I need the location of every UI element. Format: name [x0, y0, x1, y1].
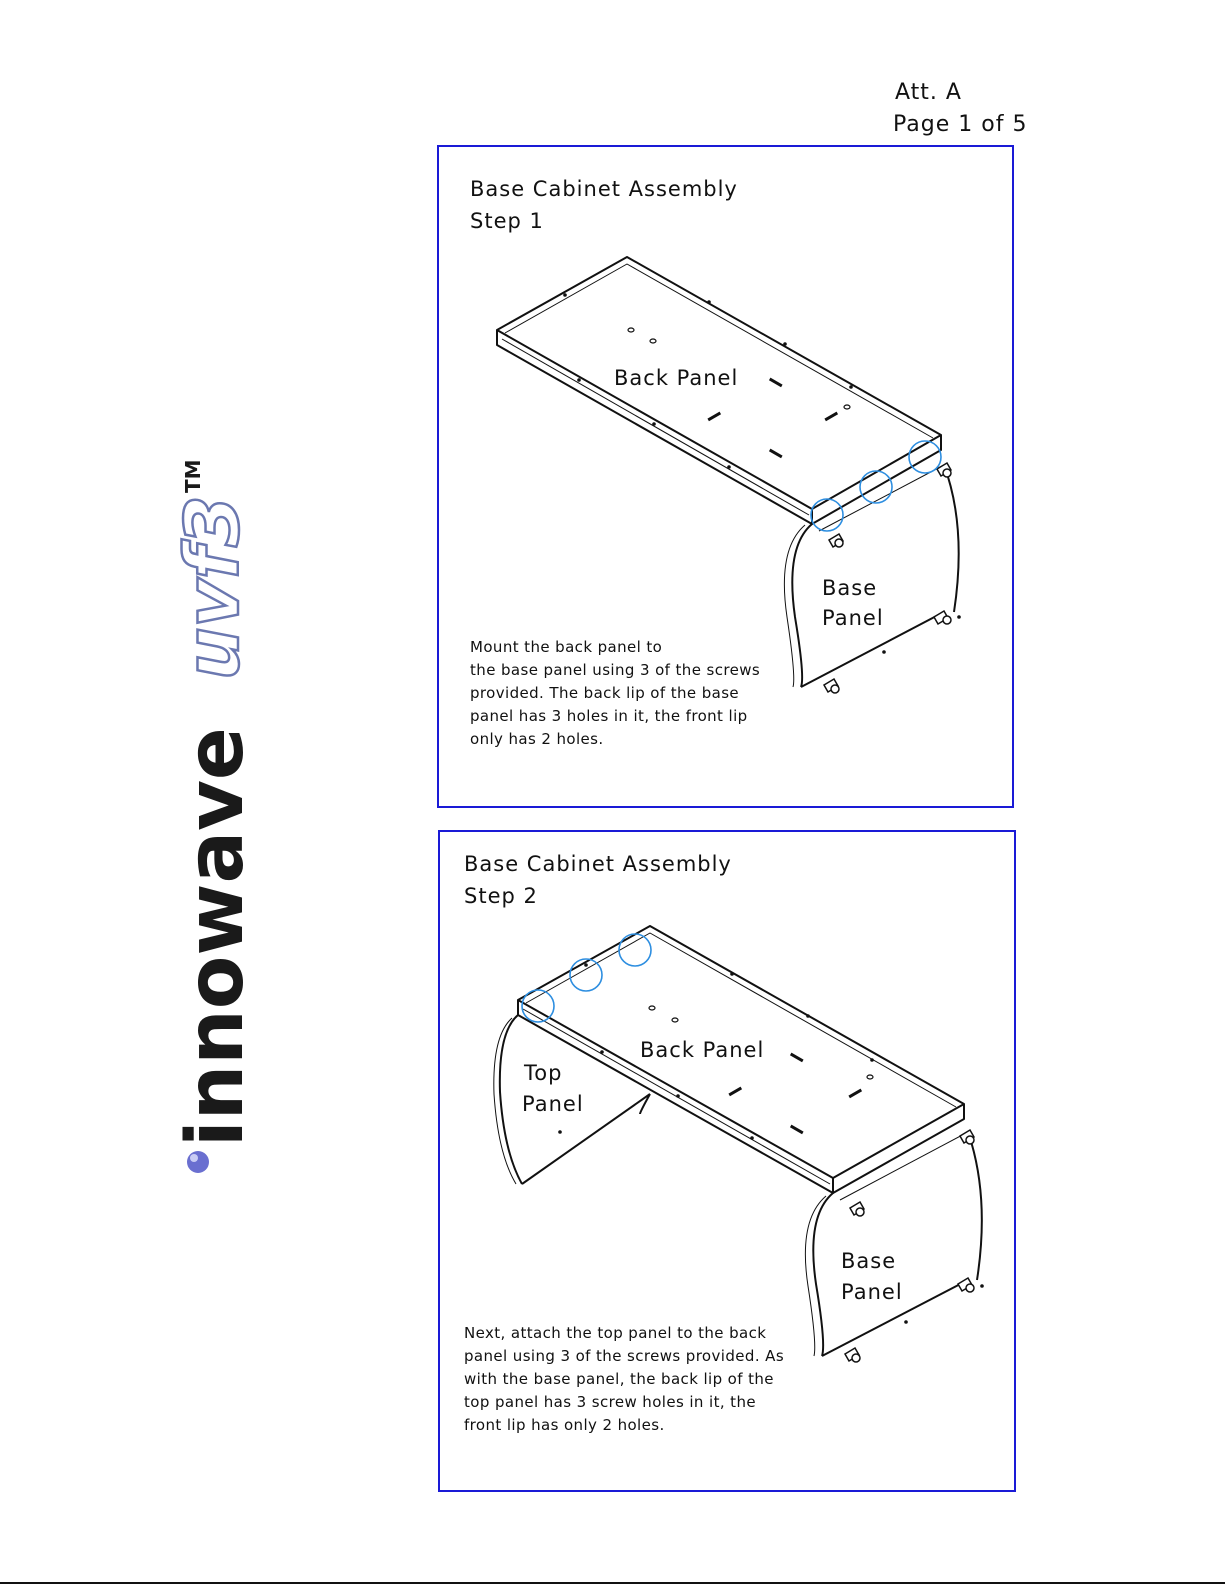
- step-2-label-base: Base: [841, 1249, 897, 1273]
- step-1-label-base: Base: [822, 576, 878, 600]
- bottom-rule: [0, 1582, 1225, 1584]
- step-1-subtitle: Step 1: [470, 209, 544, 233]
- step-1-panel: [437, 145, 1014, 808]
- caption-line: Next, attach the top panel to the back: [464, 1324, 767, 1342]
- step-2-label-back-panel: Back Panel: [640, 1035, 764, 1065]
- step-2-label-top: Top: [524, 1061, 563, 1085]
- step-2-label-top-panel: Panel: [522, 1092, 584, 1116]
- step-1-label-panel: Panel: [822, 606, 884, 630]
- caption-line: with the base panel, the back lip of the: [464, 1370, 774, 1388]
- step-2-subtitle: Step 2: [464, 884, 538, 908]
- step-2-title: Base Cabinet Assembly: [464, 852, 732, 876]
- step-1-title: Base Cabinet Assembly: [470, 177, 738, 201]
- page-number: Page 1 of 5: [893, 112, 1028, 137]
- highlight-hole-3-icon: [909, 441, 941, 473]
- caption-line: Mount the back panel to: [470, 638, 663, 656]
- caption-line: provided. The back lip of the base: [470, 684, 740, 702]
- step-2-caption: [464, 1322, 784, 1437]
- logo-dot-icon: [187, 1151, 209, 1173]
- caption-line: front lip has only 2 holes.: [464, 1416, 665, 1434]
- caption-line: top panel has 3 screw holes in it, the: [464, 1393, 756, 1411]
- logo-trademark: TM: [181, 459, 205, 493]
- innowave-logo: [170, 455, 261, 1180]
- step-2-panel: [438, 830, 1016, 1492]
- caption-line: the base panel using 3 of the screws: [470, 661, 761, 679]
- step-2-label-base-panel: Panel: [841, 1280, 903, 1304]
- logo-brand: innowave: [171, 727, 261, 1147]
- caption-line: panel has 3 holes in it, the front lip: [470, 707, 748, 725]
- logo-product: uvf3: [170, 495, 256, 680]
- highlight-hole-3-icon: [619, 934, 651, 966]
- caption-line: only has 2 holes.: [470, 730, 604, 748]
- attachment-label: Att. A: [895, 80, 962, 105]
- caption-line: panel using 3 of the screws provided. As: [464, 1347, 785, 1365]
- step-1-caption: [470, 636, 760, 751]
- step-1-label-back-panel: Back Panel: [614, 363, 738, 393]
